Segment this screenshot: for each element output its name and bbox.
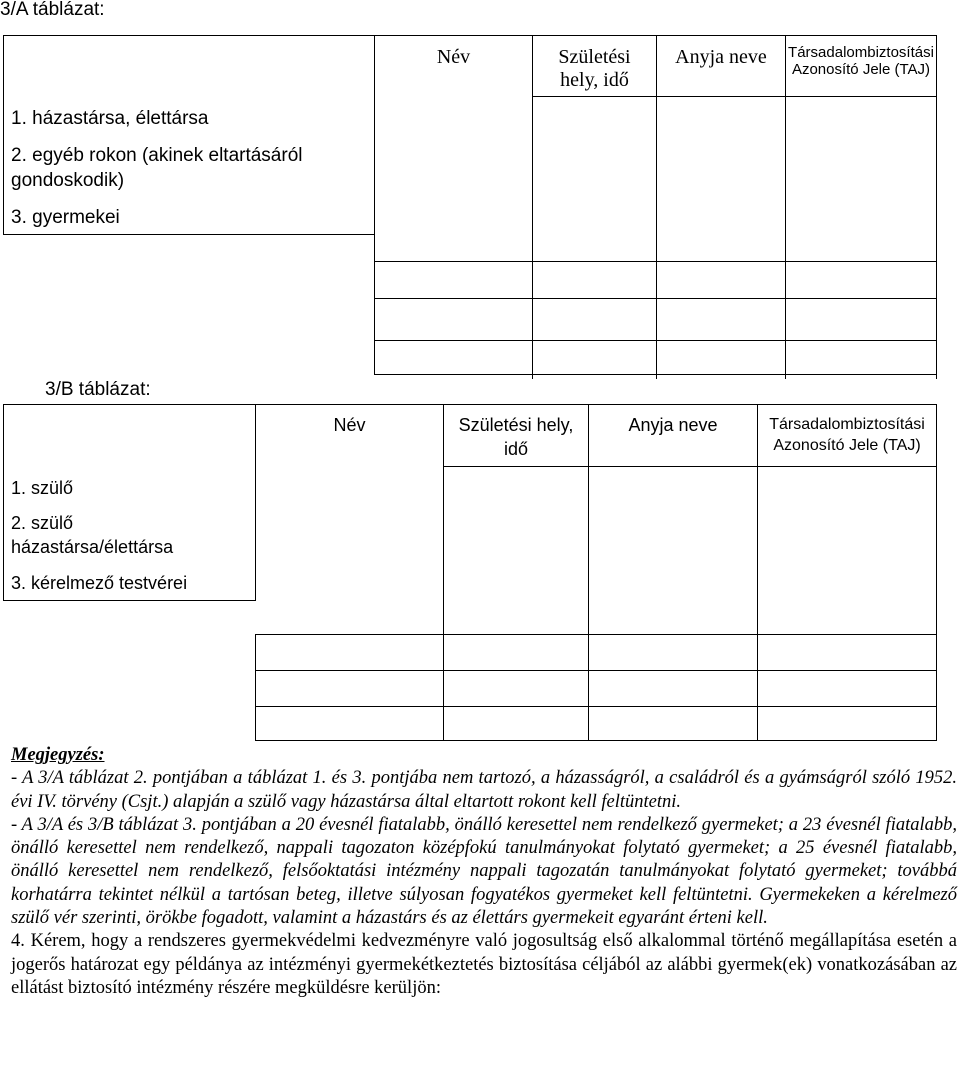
table-b-header-birth-1: Születési hely, (458, 415, 574, 435)
table-a-row-2-line2: gondoskodik) (11, 170, 125, 191)
table-a-row-1: 1. házastársa, élettársa (11, 108, 209, 129)
table-a-header-taj-1: Társadalombiztosítási (788, 44, 934, 61)
table-a-header-mother: Anyja neve (675, 46, 767, 68)
table-a-header-name: Név (436, 46, 471, 68)
notes-paragraph-1: - A 3/A táblázat 2. pontjában a táblázat 1. és 3. pontjába nem tartozó, a házasságról, a családról és a gyámságról szóló 1952. évi IV. törvény (Csjt.) alapján a szülő vagy házastársa által eltartott rokont kell feltüntetni. (11, 768, 957, 812)
table-a-header-taj-2: Azonosító Jele (TAJ) (791, 61, 931, 78)
notes-section (11, 744, 957, 1000)
table-b-row-3: 3. kérelmező testvérei (11, 573, 188, 593)
table-a-title: 3/A táblázat: (0, 0, 105, 20)
table-b-row-2-line1: 2. szülő (11, 513, 74, 533)
table-b-header-taj-2: Azonosító Jele (TAJ) (773, 437, 921, 454)
table-b-header-mother: Anyja neve (628, 415, 718, 435)
table-b-title: 3/B táblázat: (45, 379, 151, 400)
table-a-header-birth-1: Születési (558, 46, 631, 68)
table-b-row-1: 1. szülő (11, 478, 74, 498)
notes-paragraph-3: 4. Kérem, hogy a rendszeres gyermekvédelmi kedvezményre való jogosultság első alkalommal történő megállapítása esetén a jogerős határozat egy példánya az intézményi gyermekétkeztetés biztosítása céljából az alábbi gyermek(ek) vonatkozásában az ellátást biztosító intézmény részére megküldésre kerüljön: (11, 931, 957, 998)
table-b-header-taj-1: Társadalombiztosítási (769, 416, 925, 433)
table-a-row-2-line1: 2. egyéb rokon (akinek eltartásáról (11, 145, 303, 166)
notes-paragraph-2: - A 3/A és 3/B táblázat 3. pontjában a 20 évesnél fiatalabb, önálló keresettel nem rendelkező gyermeket; a 23 évesnél fiatalabb, önálló keresettel nem rendelkező, nappali tagozaton középfokú tanulmányokat folytató gyermeket; a 25 évesnél fiatalabb, önálló keresettel nem rendelkező, felsőoktatási intézmény nappali tagozatán tanulmányokat folytató gyermeket; továbbá korhatárra tekintet nélkül a tartósan beteg, illetve súlyosan fogyatékos gyermeket kell feltüntetni. Gyermekeken a kérelmező szülő vér szerinti, örökbe fogadott, valamint a házastárs és az élettárs gyermekeit egyaránt érteni kell. (11, 814, 957, 929)
table-b-row-2-line2: házastársa/élettársa (11, 537, 174, 557)
table-b-header-name: Név (333, 415, 366, 435)
table-a-row-3: 3. gyermekei (11, 207, 120, 228)
notes-title: Megjegyzés: (11, 745, 105, 765)
table-b-header-birth-2: idő (503, 439, 529, 459)
table-a-header-birth-2: hely, idő (560, 69, 629, 91)
